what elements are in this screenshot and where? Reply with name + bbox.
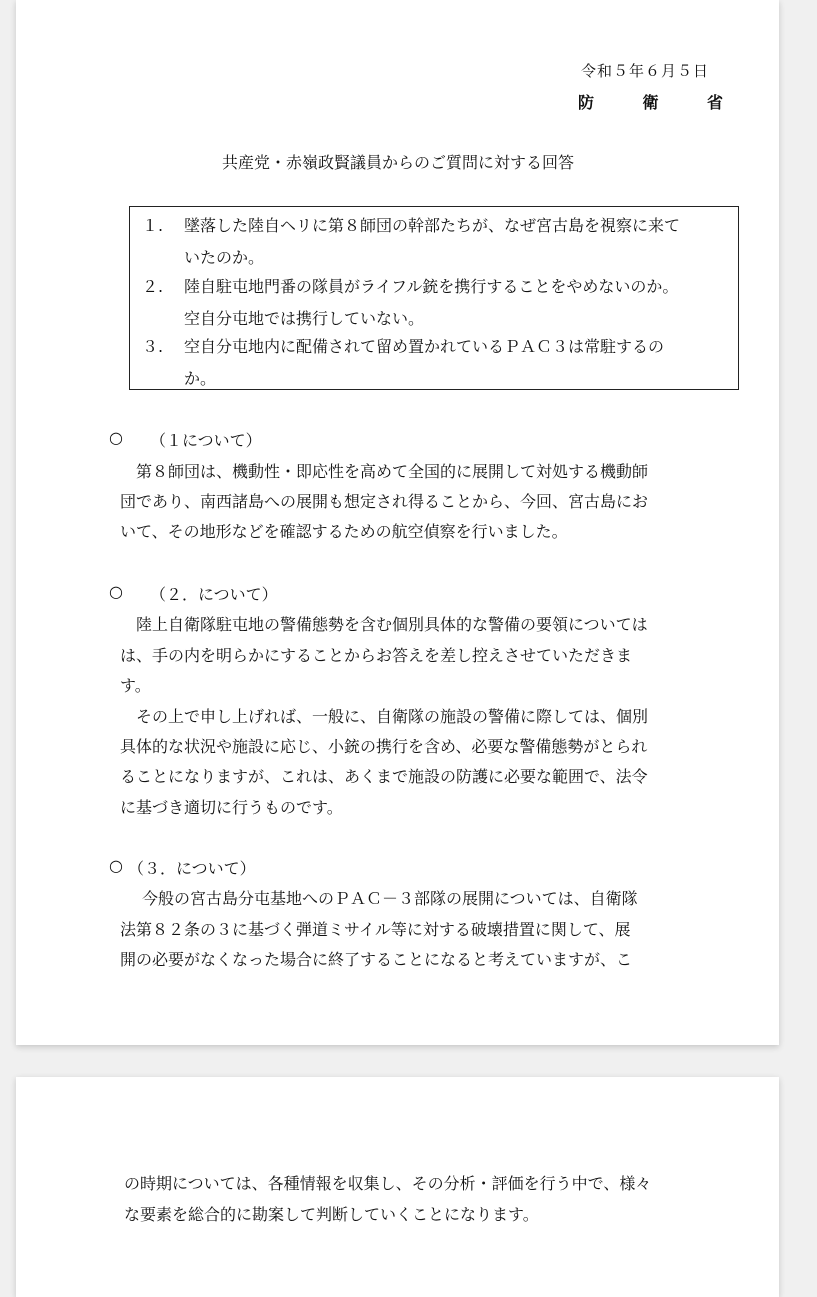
- question-number: １.: [142, 216, 164, 235]
- answer-marker: ○: [109, 428, 123, 447]
- answer-line: は、手の内を明らかにすることからお答えを差し控えさせていただきま: [120, 646, 633, 665]
- question-line: か。: [184, 369, 217, 388]
- issuing-organization: 防 衛 省: [578, 93, 723, 112]
- answer-line: 団であり、南西諸島への展開も想定され得ることから、今回、宮古島にお: [120, 492, 649, 511]
- document-page-2: [16, 1077, 779, 1297]
- question-line: 墜落した陸自ヘリに第８師団の幹部たちが、なぜ宮古島を視察に来て: [184, 216, 681, 235]
- question-number: ３.: [142, 337, 164, 356]
- question-number: ２.: [142, 277, 164, 296]
- answer-line: 今般の宮古島分屯基地へのＰＡＣ－３部隊の展開については、自衛隊: [142, 889, 638, 908]
- answer-marker: ○: [109, 856, 123, 875]
- answer-line: 陸上自衛隊駐屯地の警備態勢を含む個別具体的な警備の要領については: [136, 615, 648, 634]
- document-title: 共産党・赤嶺政賢議員からのご質問に対する回答: [222, 153, 575, 172]
- answer-line: いて、その地形などを確認するための航空偵察を行いました。: [120, 522, 568, 541]
- question-line: 空自分屯地内に配備されて留め置かれているＰＡＣ３は常駐するの: [184, 337, 665, 356]
- document-page-1: [16, 0, 779, 1045]
- answer-line: 第８師団は、機動性・即応性を高めて全国的に展開して対処する機動師: [136, 462, 649, 481]
- continuation-line: な要素を総合的に勘案して判断していくことになります。: [124, 1205, 539, 1224]
- question-line: 陸自駐屯地門番の隊員がライフル銃を携行することをやめないのか。: [184, 277, 679, 296]
- answer-marker: ○: [109, 582, 123, 601]
- questions-box: [129, 206, 739, 390]
- answer-heading: （１について）: [150, 431, 262, 450]
- question-line: 空自分屯地では携行していない。: [184, 309, 425, 328]
- document-date: 令和５年６月５日: [581, 62, 710, 80]
- answer-line: 法第８２条の３に基づく弾道ミサイル等に対する破壊措置に関して、展: [120, 920, 631, 939]
- answer-line: ることになりますが、これは、あくまで施設の防護に必要な範囲で、法令: [120, 767, 648, 786]
- question-line: いたのか。: [184, 248, 265, 267]
- answer-line: 具体的な状況や施設に応じ、小銃の携行を含め、必要な警備態勢がとられ: [120, 737, 648, 756]
- continuation-line: の時期については、各種情報を収集し、その分析・評価を行う中で、様々: [124, 1174, 652, 1193]
- answer-line: 開の必要がなくなった場合に終了することになると考えていますが、こ: [120, 950, 633, 969]
- answer-line: その上で申し上げれば、一般に、自衛隊の施設の警備に際しては、個別: [136, 707, 649, 726]
- answer-line: に基づき適切に行うものです。: [120, 798, 343, 817]
- answer-heading: （２．について）: [150, 585, 278, 604]
- answer-heading: （３．について）: [128, 859, 256, 878]
- answer-line: す。: [120, 676, 151, 695]
